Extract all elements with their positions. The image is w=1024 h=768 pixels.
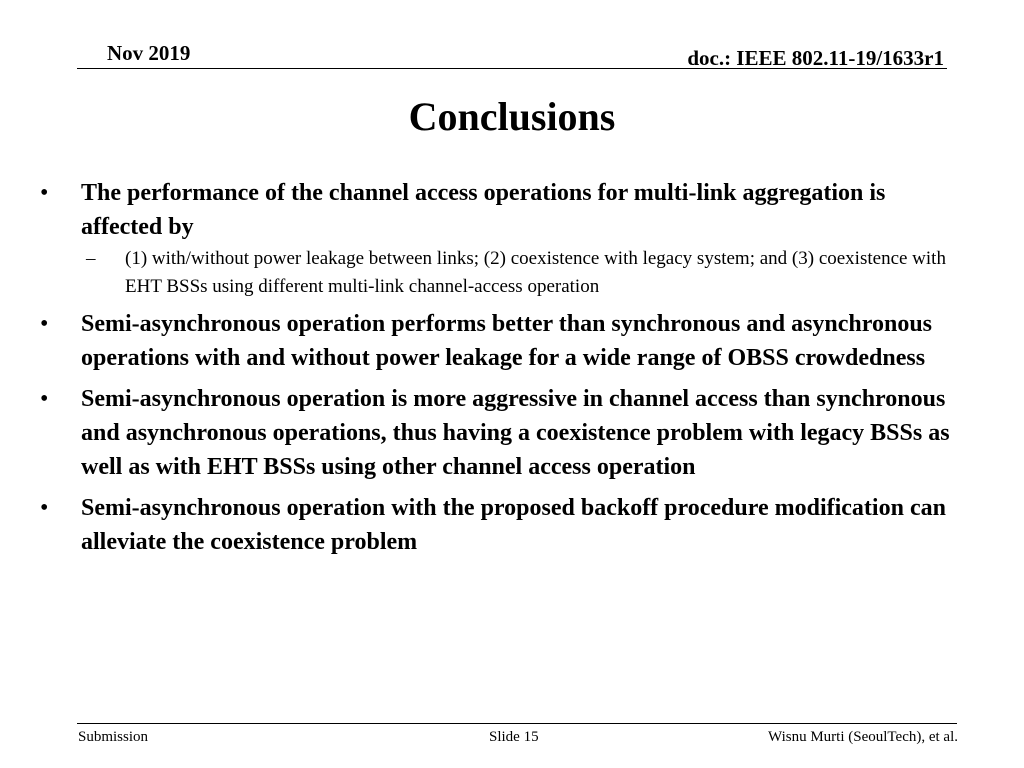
slide-title: Conclusions <box>408 94 616 139</box>
sub-bullet-text: (1) with/without power leakage between links; (2) coexistence with legacy system; and (3) coexistence with EHT BSSs using different multi-link channel-access operation <box>125 248 946 297</box>
footer-submission: Submission <box>78 729 149 745</box>
bullet-item <box>40 176 970 244</box>
slide-body <box>40 176 970 566</box>
bullet-marker: • <box>40 311 49 337</box>
bullet-text: Semi-asynchronous operation with the proposed backoff procedure modification can alleviate the coexistence problem <box>81 495 946 555</box>
header-divider <box>77 68 947 69</box>
bullet-item <box>40 307 970 375</box>
bullet-text: Semi-asynchronous operation performs better than synchronous and asynchronous operations with and without power leakage for a wide range of OBSS crowdedness <box>81 311 933 371</box>
bullet-marker: • <box>40 495 49 521</box>
bullet-marker: • <box>40 180 49 206</box>
footer-divider <box>77 723 957 724</box>
bullet-text: The performance of the channel access operations for multi-link aggregation is affected by <box>81 180 886 240</box>
footer-slide-number: Slide 15 <box>489 729 539 745</box>
bullet-marker: • <box>40 386 49 412</box>
header-doc-id: doc.: IEEE 802.11-19/1633r1 <box>687 46 944 70</box>
bullet-item <box>40 382 970 484</box>
footer-author: Wisnu Murti (SeoulTech), et al. <box>768 729 958 745</box>
sub-bullet-marker: – <box>86 248 96 269</box>
sub-bullet-item <box>86 245 970 301</box>
bullet-item <box>40 491 970 559</box>
bullet-text: Semi-asynchronous operation is more aggressive in channel access than synchronous and asynchronous operations, thus having a coexistence problem with legacy BSSs as well as with EHT BSSs using other channel access operation <box>81 386 950 480</box>
header-date: Nov 2019 <box>107 41 191 65</box>
